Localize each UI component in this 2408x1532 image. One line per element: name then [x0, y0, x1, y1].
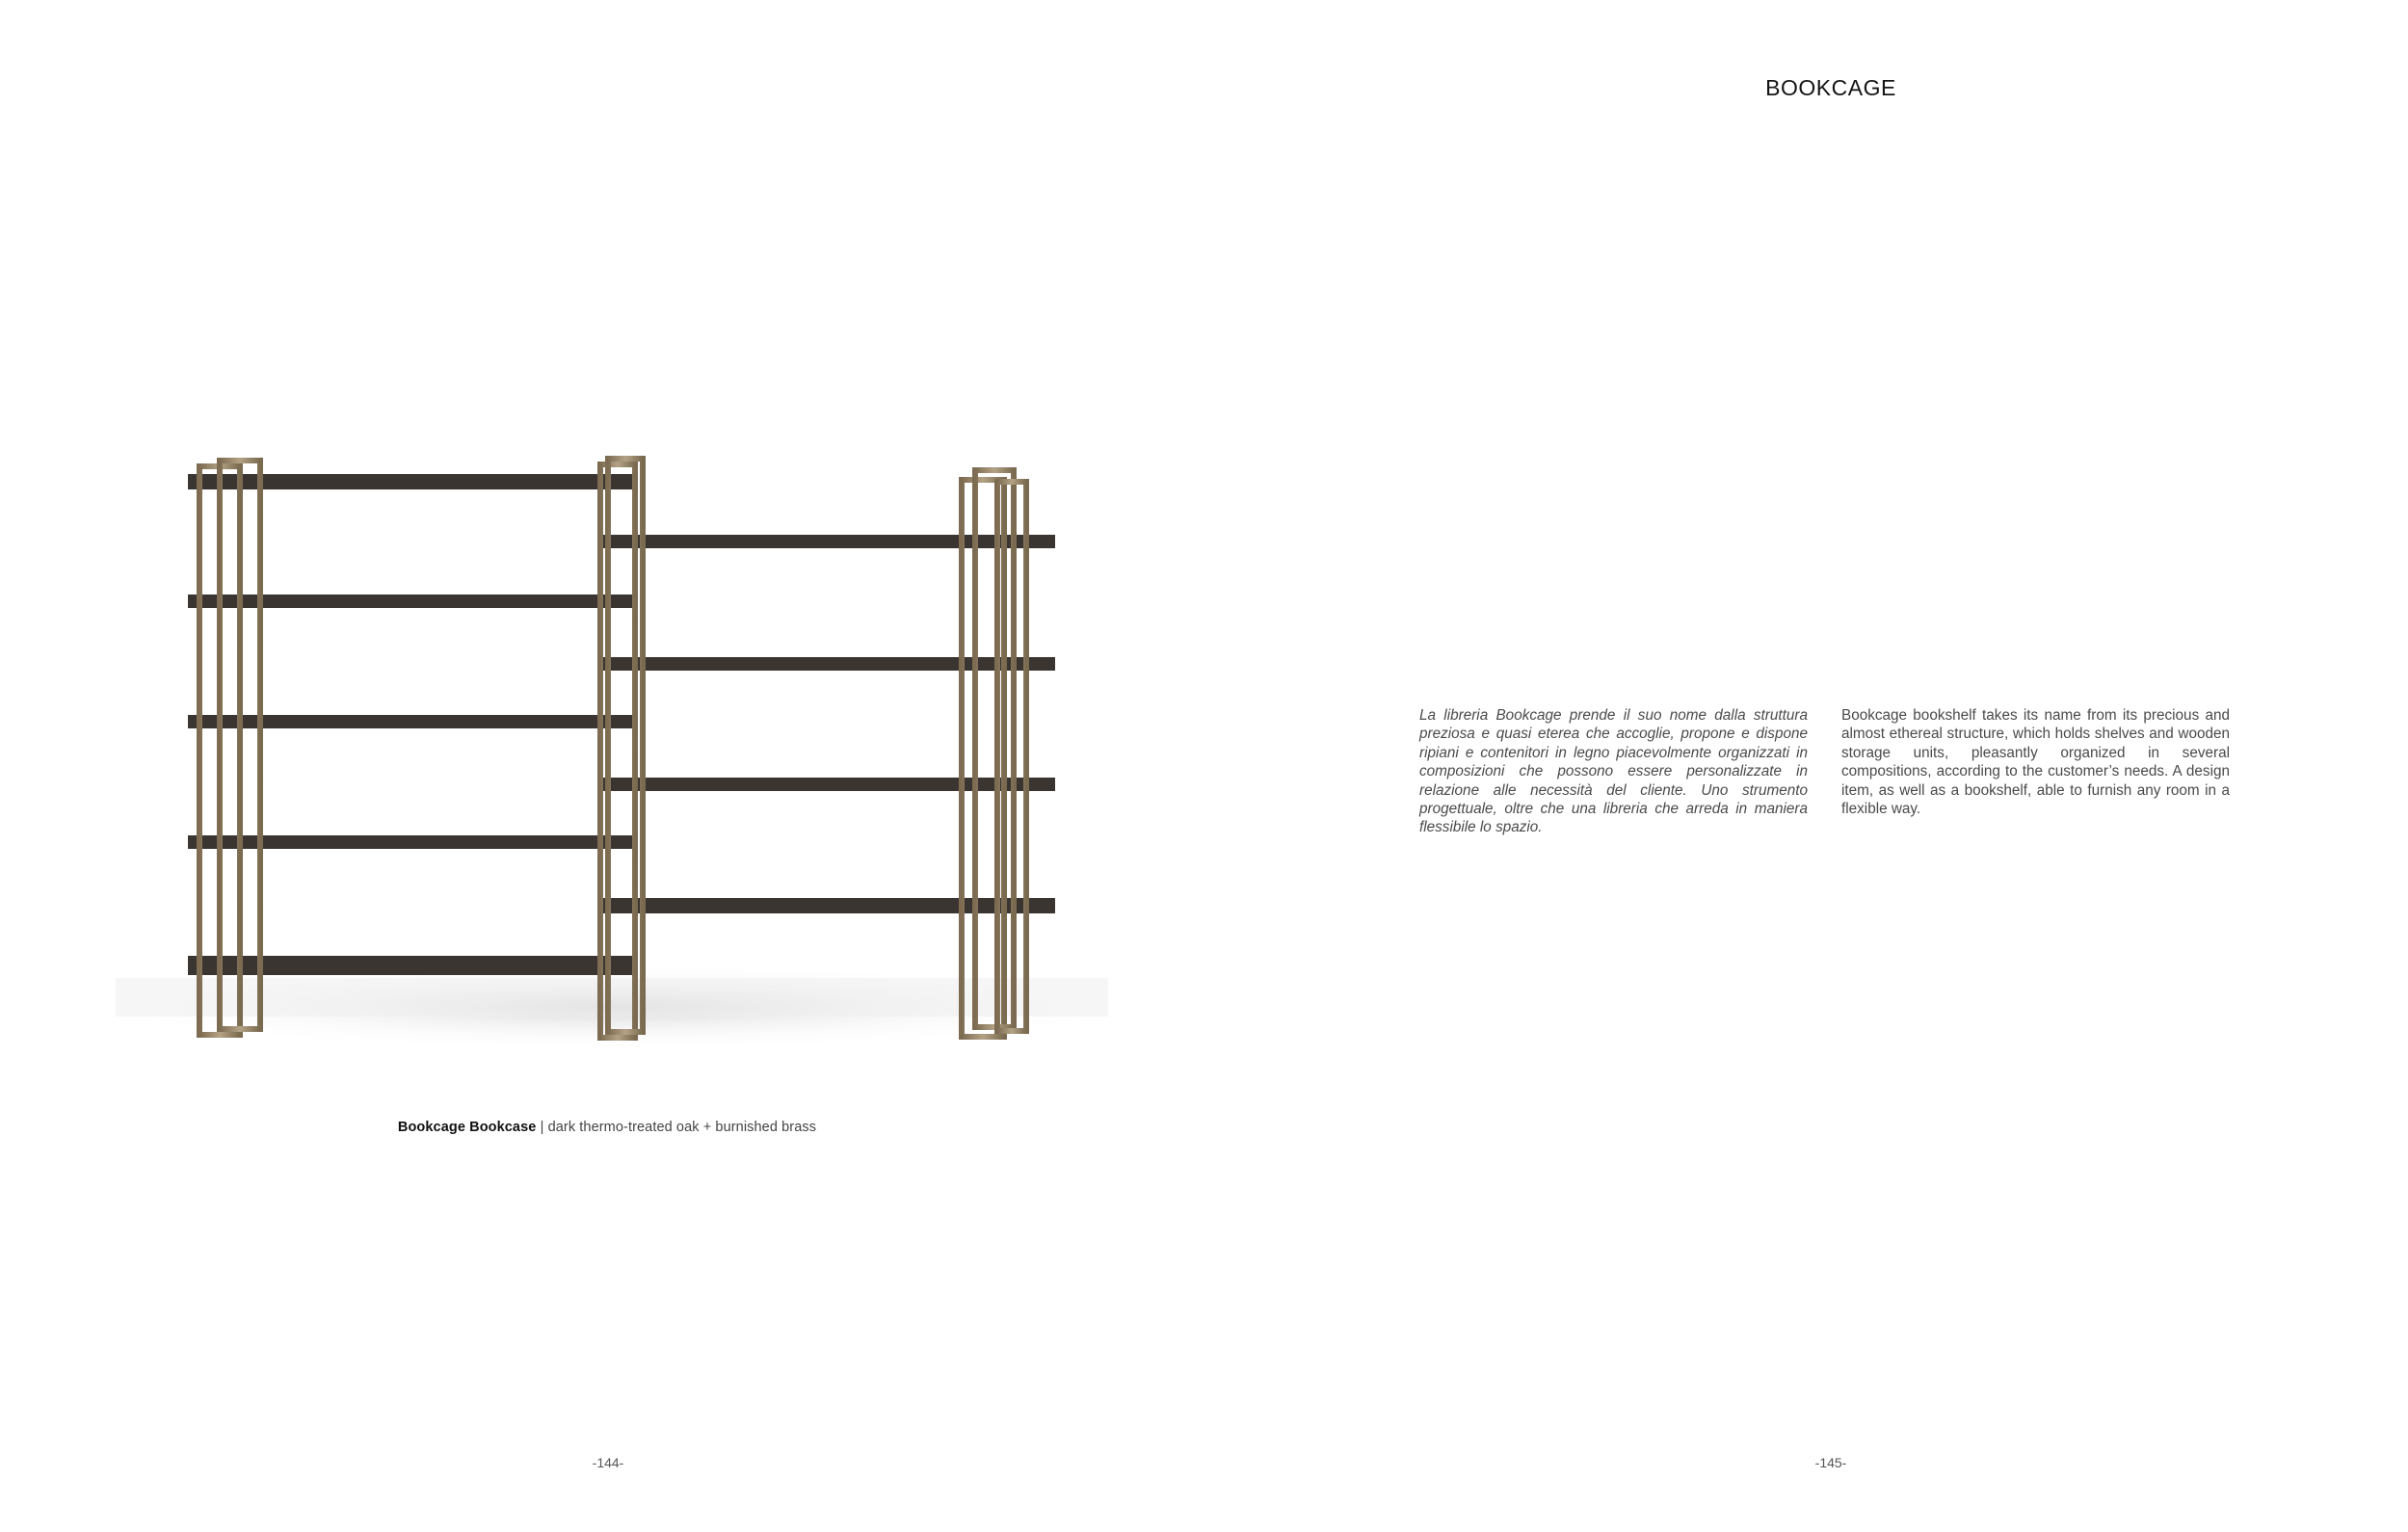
caption-product-name: Bookcage Bookcase: [397, 1120, 537, 1135]
page-number-right: -145-: [1814, 1455, 1847, 1470]
page-title: BOOKCAGE: [1765, 75, 1896, 100]
caption-separator: |: [536, 1120, 548, 1135]
page-number-left: -144-: [592, 1455, 624, 1470]
right-brass-frame: [962, 470, 1026, 1037]
english-description: Bookcage bookshelf takes its name from its precious and almost ethereal structure, which holds shelves and wooden storage units, pleasantly organized in several compositions, according to the customer’s needs. A design item, as well as a bookshelf, able to furnish any room in a flexible way.: [1841, 707, 2230, 818]
left-shelves: [188, 474, 636, 975]
bookcase-image: [77, 453, 1147, 1060]
left-brass-frame: [199, 461, 260, 1035]
right-shelves: [602, 535, 1055, 913]
image-caption: [0, 1120, 1214, 1135]
caption-description: dark thermo-treated oak + burnished brass: [547, 1120, 817, 1135]
italian-description: La libreria Bookcage prende il suo nome dalla struttura preziosa e quasi eterea che accoglie, propone e dispone ripiani e contenitori in legno piacevolmente organizzati in composizioni che possono essere personalizzate in relazione alle necessità del cliente. Uno strumento progettuale, oltre che una libreria che arreda in maniera flessibile lo spazio.: [1419, 707, 1808, 836]
